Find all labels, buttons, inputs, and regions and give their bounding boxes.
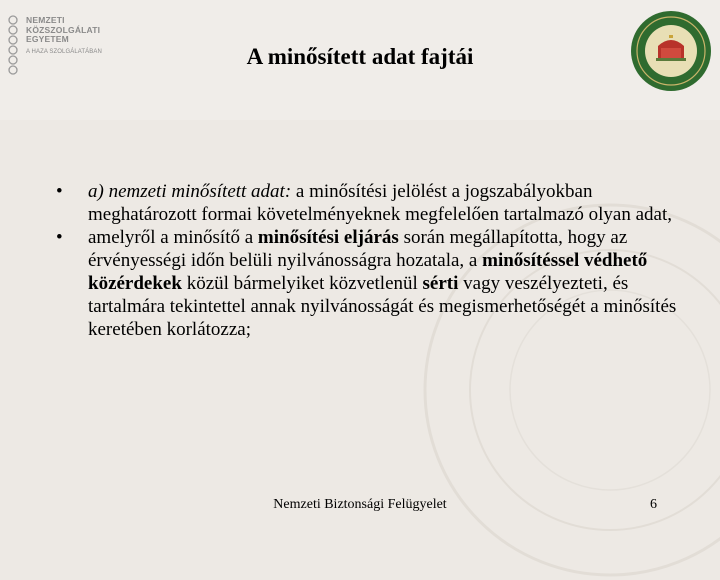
seal-icon (628, 8, 714, 94)
bullet-text-italic: a) nemzeti minősített adat: (88, 181, 292, 202)
footer-text: Nemzeti Biztonsági Felügyelet (273, 497, 447, 512)
slide-body (56, 180, 696, 341)
slide-header (0, 0, 720, 120)
bullet-text: amelyről a minősítő a (88, 227, 258, 248)
slide-title: A minősített adat fajtái (246, 44, 474, 69)
bullet-text: közül bármelyiket közvetlenül (181, 273, 423, 294)
bullet-item (56, 180, 696, 226)
page-number: 6 (650, 497, 657, 512)
bullet-text: során megállapította, hogy az érvényességi időn belüli nyilvánosságra hozatala, a (88, 227, 628, 271)
logo-line: EGYETEM (26, 34, 69, 44)
bullet-item (56, 226, 696, 341)
bullet-text-bold: sérti (422, 273, 459, 294)
bullet-text-bold: minősítéssel védhető közérdekek (88, 250, 648, 294)
logo-line: KÖZSZOLGÁLATI (26, 24, 101, 35)
bullet-text: vagy veszélyezteti, és tartalmára tekintettel annak nyilvánosságát és megismerhetőségét a minősítés keretében korlátozza; (88, 273, 677, 340)
logo-motto: A HAZA SZOLGÁLATÁBAN (26, 48, 102, 55)
bullet-text-bold: minősítési eljárás (257, 227, 399, 248)
bullet-text: a minősítési jelölést a jogszabályokban meghatározott formai követelményeknek megfelelően tartalmazó olyan adat, (88, 181, 672, 225)
logo-line: NEMZETI (26, 15, 65, 25)
bullet-marker: • (56, 181, 63, 202)
bullet-marker: • (56, 227, 63, 248)
